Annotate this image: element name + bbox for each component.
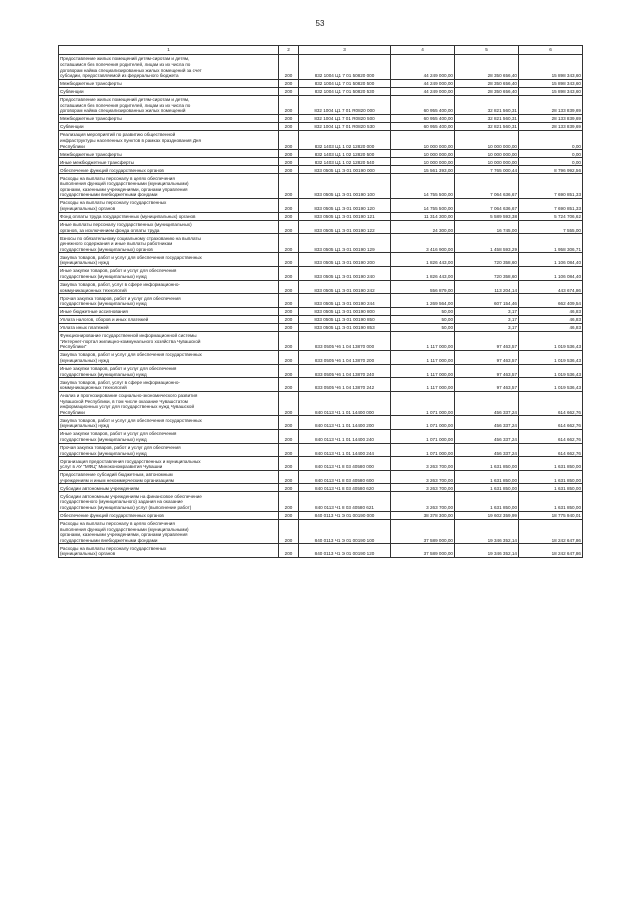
budget-table [58,45,583,558]
row-plan-cell: 3 263 700,00 [391,457,455,471]
row-name-cell: Закупка товаров, работ, услуг в сфере информационно- коммуникационных технологий [59,280,279,294]
row-plan-cell: 3 263 700,00 [391,492,455,511]
row-plan-cell: 1 117 000,00 [391,331,455,350]
row-plan-cell: 1 071 000,00 [391,416,455,430]
row-executed-cell: 456 337,24 [455,391,519,416]
row-unexecuted-cell: 5 724 706,62 [519,212,583,220]
row-classifier-cell: 833 0505 Ц1 Э 01 00190 800 [299,307,391,315]
row-name-cell: Межбюджетные трансферты [59,114,279,122]
row-name-cell: Расходы на выплаты персоналу государственных (муниципальных) органов [59,544,279,558]
table-row [59,443,583,457]
table-row [59,55,583,80]
row-plan-cell: 50,00 [391,307,455,315]
column-header: 4 [391,46,455,55]
row-code-cell: 200 [279,391,299,416]
row-classifier-cell: 833 0505 Ц1 Э 01 00190 120 [299,198,391,212]
row-code-cell: 200 [279,266,299,280]
row-name-cell: Расходы на выплаты персоналу в целях обеспечения выполнения функций государственными (муниципальными) органами, казенными учреждениями, органами управления государственными внебюджетными фондами [59,174,279,199]
row-unexecuted-cell: 443 674,86 [519,280,583,294]
row-unexecuted-cell: 7 690 851,33 [519,174,583,199]
row-plan-cell: 10 000 000,00 [391,130,455,149]
row-executed-cell: 1 631 850,00 [455,492,519,511]
row-unexecuted-cell: 614 662,76 [519,391,583,416]
row-classifier-cell: 840 0113 Ч1 1 01 14400 240 [299,430,391,444]
row-code-cell: 200 [279,492,299,511]
row-name-cell: Межбюджетные трансферты [59,150,279,158]
row-classifier-cell: 833 0505 Ц1 Э 01 00190 129 [299,234,391,253]
row-name-cell: Субвенции [59,122,279,130]
row-executed-cell: 607 154,46 [455,294,519,308]
row-executed-cell: 97 463,57 [455,378,519,392]
row-code-cell: 200 [279,416,299,430]
table-row [59,234,583,253]
row-name-cell: Функционирование государственной информационной системы "Интернет-портал жилищно-коммунального хозяйства Чувашской Республики" [59,331,279,350]
row-plan-cell: 3 416 900,00 [391,234,455,253]
row-executed-cell: 10 000 000,00 [455,158,519,166]
row-classifier-cell: 832 1403 Ц1 1 02 12820 540 [299,158,391,166]
row-name-cell: Закупка товаров, работ, услуг в сфере информационно- коммуникационных технологий [59,378,279,392]
table-row [59,457,583,471]
row-name-cell: Закупка товаров, работ и услуг для обеспечения государственных (муниципальных) нужд [59,350,279,364]
row-classifier-cell: 832 1004 Ц1 7 01 R0820 500 [299,114,391,122]
row-unexecuted-cell: 18 775 940,01 [519,511,583,519]
row-code-cell: 200 [279,519,299,544]
row-unexecuted-cell: 7 555,00 [519,220,583,234]
row-executed-cell: 32 821 560,31 [455,95,519,114]
table-row [59,150,583,158]
column-header: 5 [455,46,519,55]
row-classifier-cell: 833 0505 Ц1 Э 01 00190 200 [299,253,391,267]
row-name-cell: Прочая закупка товаров, работ и услуг для обеспечения государственных (муниципальных) нужд [59,294,279,308]
row-executed-cell: 10 000 000,00 [455,130,519,149]
row-plan-cell: 1 269 564,00 [391,294,455,308]
row-name-cell: Закупка товаров, работ и услуг для обеспечения государственных (муниципальных) нужд [59,253,279,267]
row-executed-cell: 456 337,24 [455,443,519,457]
row-code-cell: 200 [279,79,299,87]
row-plan-cell: 24 300,00 [391,220,455,234]
row-plan-cell: 10 000 000,00 [391,158,455,166]
row-classifier-cell: 840 0113 Ч1 8 03 40580 620 [299,484,391,492]
table-row [59,158,583,166]
table-row [59,294,583,308]
row-name-cell: Обеспечение функций государственных органов [59,511,279,519]
table-row [59,114,583,122]
row-unexecuted-cell: 46,83 [519,323,583,331]
row-plan-cell: 1 826 443,00 [391,253,455,267]
row-unexecuted-cell: 1 019 536,43 [519,378,583,392]
row-plan-cell: 14 755 500,00 [391,174,455,199]
table-row [59,166,583,174]
table-row [59,331,583,350]
table-row [59,323,583,331]
table-row [59,544,583,558]
table-row [59,212,583,220]
row-executed-cell: 1 631 850,00 [455,470,519,484]
table-row [59,198,583,212]
row-unexecuted-cell: 1 106 084,40 [519,266,583,280]
row-unexecuted-cell: 28 133 839,69 [519,114,583,122]
row-plan-cell: 1 071 000,00 [391,443,455,457]
row-name-cell: Уплата иных платежей [59,323,279,331]
row-executed-cell: 19 602 359,99 [455,511,519,519]
row-unexecuted-cell: 1 958 306,71 [519,234,583,253]
row-code-cell: 200 [279,364,299,378]
row-executed-cell: 1 631 850,00 [455,457,519,471]
row-classifier-cell: 840 0113 Ч1 1 01 14400 200 [299,416,391,430]
row-name-cell: Уплата налогов, сборов и иных платежей [59,315,279,323]
table-row [59,391,583,416]
row-unexecuted-cell: 1 631 850,00 [519,484,583,492]
row-classifier-cell: 832 1403 Ц1 1 02 12820 500 [299,150,391,158]
row-classifier-cell: 832 1004 Ц1 7 01 R0820 000 [299,95,391,114]
row-executed-cell: 28 350 656,40 [455,79,519,87]
row-executed-cell: 19 346 352,14 [455,544,519,558]
row-unexecuted-cell: 46,83 [519,315,583,323]
row-classifier-cell: 833 0505 Ч6 1 04 13870 242 [299,378,391,392]
row-plan-cell: 38 378 300,00 [391,511,455,519]
row-unexecuted-cell: 8 796 992,56 [519,166,583,174]
row-code-cell: 200 [279,280,299,294]
row-name-cell: Закупка товаров, работ и услуг для обеспечения государственных (муниципальных) нужд [59,416,279,430]
row-executed-cell: 720 358,60 [455,253,519,267]
row-plan-cell: 1 826 443,00 [391,266,455,280]
row-classifier-cell: 832 1403 Ц1 1 02 12820 000 [299,130,391,149]
row-executed-cell: 28 350 656,40 [455,87,519,95]
row-unexecuted-cell: 1 631 850,00 [519,470,583,484]
row-code-cell: 200 [279,55,299,80]
row-plan-cell: 44 249 000,00 [391,55,455,80]
row-executed-cell: 456 337,24 [455,416,519,430]
row-code-cell: 200 [279,234,299,253]
row-name-cell: Предоставление субсидий бюджетным, автономным учреждениям и иным некоммерческим организациям [59,470,279,484]
row-plan-cell: 44 249 000,00 [391,79,455,87]
row-classifier-cell: 833 0505 Ц1 Э 01 00190 853 [299,323,391,331]
row-plan-cell: 15 561 393,00 [391,166,455,174]
row-unexecuted-cell: 15 898 343,60 [519,79,583,87]
page-number: 53 [315,19,325,28]
table-row [59,266,583,280]
row-classifier-cell: 833 0505 Ц1 Э 01 00190 850 [299,315,391,323]
table-row [59,364,583,378]
row-plan-cell: 1 071 000,00 [391,391,455,416]
row-code-cell: 200 [279,430,299,444]
row-code-cell: 200 [279,511,299,519]
row-unexecuted-cell: 614 662,76 [519,416,583,430]
row-unexecuted-cell: 15 898 343,60 [519,87,583,95]
row-executed-cell: 113 204,14 [455,280,519,294]
row-code-cell: 200 [279,220,299,234]
row-classifier-cell: 833 0505 Ц1 Э 01 00190 122 [299,220,391,234]
row-unexecuted-cell: 18 242 647,86 [519,519,583,544]
row-classifier-cell: 840 0113 Ч1 Э 01 00190 120 [299,544,391,558]
row-code-cell: 200 [279,174,299,199]
row-executed-cell: 32 821 560,31 [455,122,519,130]
row-plan-cell: 50,00 [391,323,455,331]
row-classifier-cell: 833 0505 Ц1 Э 01 00190 244 [299,294,391,308]
row-classifier-cell: 840 0113 Ч1 1 01 14400 000 [299,391,391,416]
table-row [59,470,583,484]
row-executed-cell: 97 463,57 [455,331,519,350]
row-code-cell: 200 [279,350,299,364]
row-unexecuted-cell: 1 106 084,40 [519,253,583,267]
row-code-cell: 200 [279,457,299,471]
row-executed-cell: 7 064 636,67 [455,174,519,199]
row-name-cell: Фонд оплаты труда государственных (муниципальных) органов [59,212,279,220]
row-executed-cell: 32 821 560,31 [455,114,519,122]
row-executed-cell: 16 745,00 [455,220,519,234]
row-code-cell: 200 [279,443,299,457]
row-plan-cell: 10 000 000,00 [391,150,455,158]
row-plan-cell: 37 589 000,00 [391,544,455,558]
row-unexecuted-cell: 1 631 850,00 [519,492,583,511]
row-plan-cell: 1 117 000,00 [391,364,455,378]
row-code-cell: 200 [279,544,299,558]
row-name-cell: Межбюджетные трансферты [59,79,279,87]
row-code-cell: 200 [279,130,299,149]
row-unexecuted-cell: 0,00 [519,150,583,158]
row-plan-cell: 60 955 400,00 [391,114,455,122]
table-row [59,492,583,511]
row-name-cell: Иные межбюджетные трансферты [59,158,279,166]
table-row [59,519,583,544]
row-code-cell: 200 [279,331,299,350]
row-unexecuted-cell: 28 133 839,69 [519,122,583,130]
row-plan-cell: 556 879,00 [391,280,455,294]
row-name-cell: Расходы на выплаты персоналу государственных (муниципальных) органов [59,198,279,212]
row-code-cell: 200 [279,122,299,130]
column-header: 2 [279,46,299,55]
row-name-cell: Субсидии автономным учреждениям на финансовое обеспечение государственного (муниципального) задания на оказание государственных (муниципальных) услуг (выполнение работ) [59,492,279,511]
row-plan-cell: 1 117 000,00 [391,378,455,392]
table-row [59,122,583,130]
table-row [59,511,583,519]
row-plan-cell: 11 314 300,00 [391,212,455,220]
row-name-cell: Субсидии автономным учреждениям [59,484,279,492]
row-name-cell: Взносы по обязательному социальному страхованию на выплаты денежного содержания и иные выплаты работникам государственных (муниципальных) органов [59,234,279,253]
row-unexecuted-cell: 0,00 [519,158,583,166]
row-classifier-cell: 833 0505 Ц1 Э 01 00190 000 [299,166,391,174]
row-classifier-cell: 833 0505 Ц1 Э 01 00190 100 [299,174,391,199]
row-code-cell: 200 [279,484,299,492]
row-classifier-cell: 840 0113 Ч1 1 01 14400 244 [299,443,391,457]
row-name-cell: Организация предоставления государственных и муниципальных услуг в АУ "МФЦ" Минэкономразвития Чувашии [59,457,279,471]
row-unexecuted-cell: 1 019 536,43 [519,364,583,378]
row-classifier-cell: 833 0505 Ч6 1 04 13870 200 [299,350,391,364]
row-name-cell: Иные закупки товаров, работ и услуг для обеспечения государственных (муниципальных) нужд [59,430,279,444]
row-unexecuted-cell: 15 898 343,60 [519,55,583,80]
row-executed-cell: 97 463,57 [455,350,519,364]
row-executed-cell: 456 337,24 [455,430,519,444]
row-plan-cell: 37 589 000,00 [391,519,455,544]
column-header: 1 [59,46,279,55]
row-unexecuted-cell: 1 631 850,00 [519,457,583,471]
row-plan-cell: 44 249 000,00 [391,87,455,95]
row-classifier-cell: 833 0505 Ц1 Э 01 00190 242 [299,280,391,294]
row-unexecuted-cell: 46,83 [519,307,583,315]
row-name-cell: Обеспечение функций государственных органов [59,166,279,174]
table-row [59,280,583,294]
row-name-cell: Реализация мероприятий по развитию общественной инфраструктуры населенных пунктов в рамках празднования Дня Республики [59,130,279,149]
header-row [59,46,583,55]
row-classifier-cell: 832 1004 Ц1 7 01 50820 530 [299,87,391,95]
row-unexecuted-cell: 18 242 647,86 [519,544,583,558]
row-code-cell: 200 [279,378,299,392]
row-code-cell: 200 [279,95,299,114]
row-code-cell: 200 [279,198,299,212]
row-classifier-cell: 840 0113 Ч1 Э 01 00190 000 [299,511,391,519]
row-name-cell: Иные бюджетные ассигнования [59,307,279,315]
row-name-cell: Иные закупки товаров, работ и услуг для обеспечения государственных (муниципальных) нужд [59,364,279,378]
row-unexecuted-cell: 662 409,54 [519,294,583,308]
row-classifier-cell: 840 0113 Ч1 8 03 40580 600 [299,470,391,484]
column-header: 6 [519,46,583,55]
row-executed-cell: 3,17 [455,307,519,315]
row-plan-cell: 3 263 700,00 [391,470,455,484]
row-classifier-cell: 833 0505 Ц1 Э 01 00190 240 [299,266,391,280]
row-classifier-cell: 832 1004 Ц1 7 01 50820 500 [299,79,391,87]
table-row [59,253,583,267]
row-plan-cell: 60 955 400,00 [391,95,455,114]
row-name-cell: Субвенции [59,87,279,95]
row-code-cell: 200 [279,315,299,323]
row-code-cell: 200 [279,158,299,166]
table-row [59,307,583,315]
row-name-cell: Иные закупки товаров, работ и услуг для обеспечения государственных (муниципальных) нужд [59,266,279,280]
row-code-cell: 200 [279,294,299,308]
row-executed-cell: 7 765 000,44 [455,166,519,174]
row-unexecuted-cell: 28 133 839,69 [519,95,583,114]
row-code-cell: 200 [279,212,299,220]
row-name-cell: Предоставление жилых помещений детям-сиротам и детям, оставшимся без попечения родителей, лицам из их числа по договорам найма специализированных жилых помещений [59,95,279,114]
row-name-cell: Анализ и прогнозирование социально-экономического развития Чувашской Республики, в том числе оказание Чувашстатом информационных услуг для государственных нужд Чувашской Республики [59,391,279,416]
row-name-cell: Расходы на выплаты персоналу в целях обеспечения выполнения функций государственными (муниципальными) органами, казенными учреждениями, органами управления государственными внебюджетными фондами [59,519,279,544]
table-row [59,350,583,364]
table-row [59,430,583,444]
row-executed-cell: 3,17 [455,315,519,323]
row-name-cell: Прочая закупка товаров, работ и услуг для обеспечения государственных (муниципальных) нужд [59,443,279,457]
row-executed-cell: 7 064 636,67 [455,198,519,212]
row-plan-cell: 60 955 400,00 [391,122,455,130]
table-row [59,130,583,149]
row-plan-cell: 3 263 700,00 [391,484,455,492]
table-row [59,484,583,492]
table-row [59,378,583,392]
row-code-cell: 200 [279,253,299,267]
row-classifier-cell: 840 0113 Ч1 Э 01 00190 100 [299,519,391,544]
row-unexecuted-cell: 614 662,76 [519,443,583,457]
row-executed-cell: 720 358,60 [455,266,519,280]
row-executed-cell: 1 631 850,00 [455,484,519,492]
column-header: 3 [299,46,391,55]
row-code-cell: 200 [279,150,299,158]
row-plan-cell: 14 755 500,00 [391,198,455,212]
row-name-cell: Иные выплаты персоналу государственных (муниципальных) органов, за исключением фонда оплаты труда [59,220,279,234]
row-plan-cell: 50,00 [391,315,455,323]
row-classifier-cell: 833 0505 Ч6 1 04 13870 000 [299,331,391,350]
row-plan-cell: 1 071 000,00 [391,430,455,444]
row-unexecuted-cell: 7 690 851,33 [519,198,583,212]
row-executed-cell: 97 463,57 [455,364,519,378]
row-name-cell: Предоставление жилых помещений детям-сиротам и детям, оставшимся без попечения родителей, лицам из их числа по договорам найма специализированных жилых помещений за счет субсидии, предоставляемой из федерального бюджета [59,55,279,80]
table-row [59,174,583,199]
table-row [59,315,583,323]
table-row [59,87,583,95]
row-classifier-cell: 833 0505 Ц1 Э 01 00190 121 [299,212,391,220]
row-code-cell: 200 [279,87,299,95]
table-row [59,220,583,234]
row-classifier-cell: 840 0113 Ч1 8 03 40580 000 [299,457,391,471]
row-executed-cell: 3,17 [455,323,519,331]
row-code-cell: 200 [279,166,299,174]
table-row [59,95,583,114]
row-code-cell: 200 [279,114,299,122]
row-classifier-cell: 832 1004 Ц1 7 01 50820 000 [299,55,391,80]
row-classifier-cell: 832 1004 Ц1 7 01 R0820 530 [299,122,391,130]
row-executed-cell: 5 589 593,38 [455,212,519,220]
row-executed-cell: 1 458 593,29 [455,234,519,253]
row-classifier-cell: 840 0113 Ч1 8 03 40580 621 [299,492,391,511]
row-code-cell: 200 [279,470,299,484]
row-unexecuted-cell: 0,00 [519,130,583,149]
row-executed-cell: 28 350 656,40 [455,55,519,80]
row-executed-cell: 10 000 000,00 [455,150,519,158]
row-unexecuted-cell: 1 019 536,43 [519,331,583,350]
row-executed-cell: 19 346 352,14 [455,519,519,544]
row-code-cell: 200 [279,307,299,315]
row-classifier-cell: 833 0505 Ч6 1 04 13870 240 [299,364,391,378]
table-row [59,79,583,87]
row-unexecuted-cell: 614 662,76 [519,430,583,444]
row-unexecuted-cell: 1 019 536,43 [519,350,583,364]
row-code-cell: 200 [279,323,299,331]
table-row [59,416,583,430]
row-plan-cell: 1 117 000,00 [391,350,455,364]
